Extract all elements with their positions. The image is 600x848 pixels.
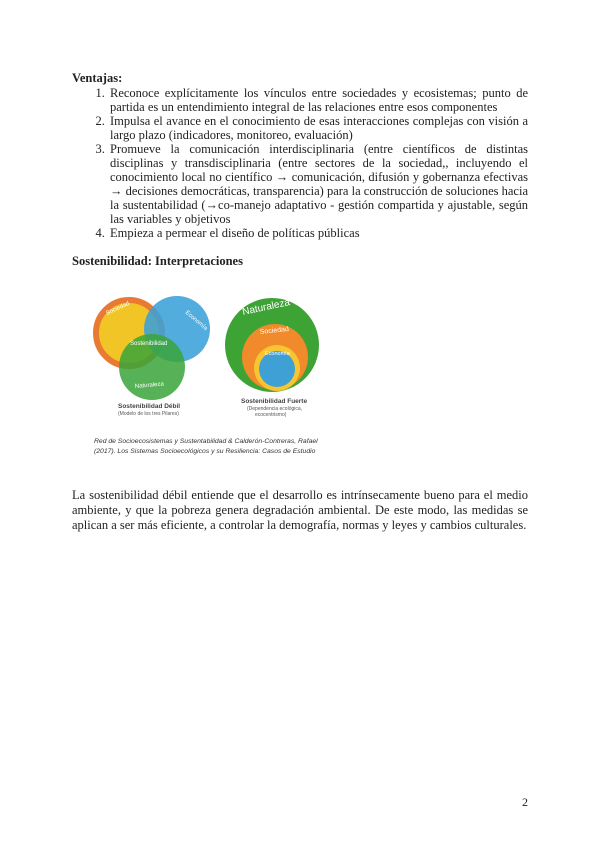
strong-sustainability-diagram — [225, 297, 319, 418]
weak-subtitle: (Modelo de los tres Pilares) — [118, 411, 179, 417]
list-item: 3. Promueve la comunicación interdisciplinaria (entre científicos de distintas disciplinas y transdisciplinaria (entre sectores de la sociedad,, incluyendo el conocimiento local no científico → comunicación, difusión y gobernanza efectivas → decisiones democráticas, transparencia) para la construcción de soluciones hacia la sustentabilidad (→co-manejo adaptativo - gestión compartida y ajustable, según las variables y objetivos — [108, 142, 528, 226]
strong-subtitle-line1: (Dependencia ecológica, — [247, 406, 303, 412]
list-item: 2. Impulsa el avance en el conocimiento de esas interacciones complejas con visión a largo plazo (indicadores, monitoreo, evaluación) — [108, 114, 528, 142]
list-item: 1. Reconoce explícitamente los vínculos entre sociedades y ecosistemas; punto de partida es un entendimiento integral de las relaciones entre esos componentes — [108, 86, 528, 114]
weak-title: Sostenibilidad Débil — [118, 403, 181, 410]
page-number: 2 — [522, 795, 528, 809]
strong-title: Sostenibilidad Fuerte — [241, 398, 308, 405]
weak-economy-label: Economía — [183, 309, 209, 332]
figure-caption: Red de Socioecosistemas y Sustentabilidad & Calderón-Contreras, Rafael (2017). Los Sistemas Socioecológicos y su Resiliencia: Casos de Estudio — [94, 438, 318, 455]
strong-inner-label: Economía — [265, 351, 290, 357]
weak-center-label: Sostenibilidad — [130, 341, 168, 347]
weak-nature-label: Naturaleza — [134, 381, 165, 390]
strong-outer-label: Naturaleza — [241, 297, 291, 318]
strong-subtitle-line2: ecocentrismo) — [255, 412, 287, 418]
body-paragraph: La sostenibilidad débil entiende que el desarrollo es intrínsecamente bueno para el medio ambiente, y que la pobreza genera degradación ambiental. De este modo, las medidas se aplican a ser más eficiente, a controlar la demografía, normas y leyes y cambios culturales. — [72, 488, 528, 532]
advantages-heading: Ventajas: — [72, 71, 123, 85]
weak-sustainability-diagram — [96, 296, 210, 417]
strong-middle-label: Sociedad — [259, 325, 290, 336]
advantages-list — [72, 86, 528, 240]
section-title: Sostenibilidad: Interpretaciones — [72, 254, 243, 268]
weak-society-label: Sociedad — [105, 300, 131, 317]
list-item: 4. Empieza a permear el diseño de políticas públicas — [108, 226, 528, 240]
